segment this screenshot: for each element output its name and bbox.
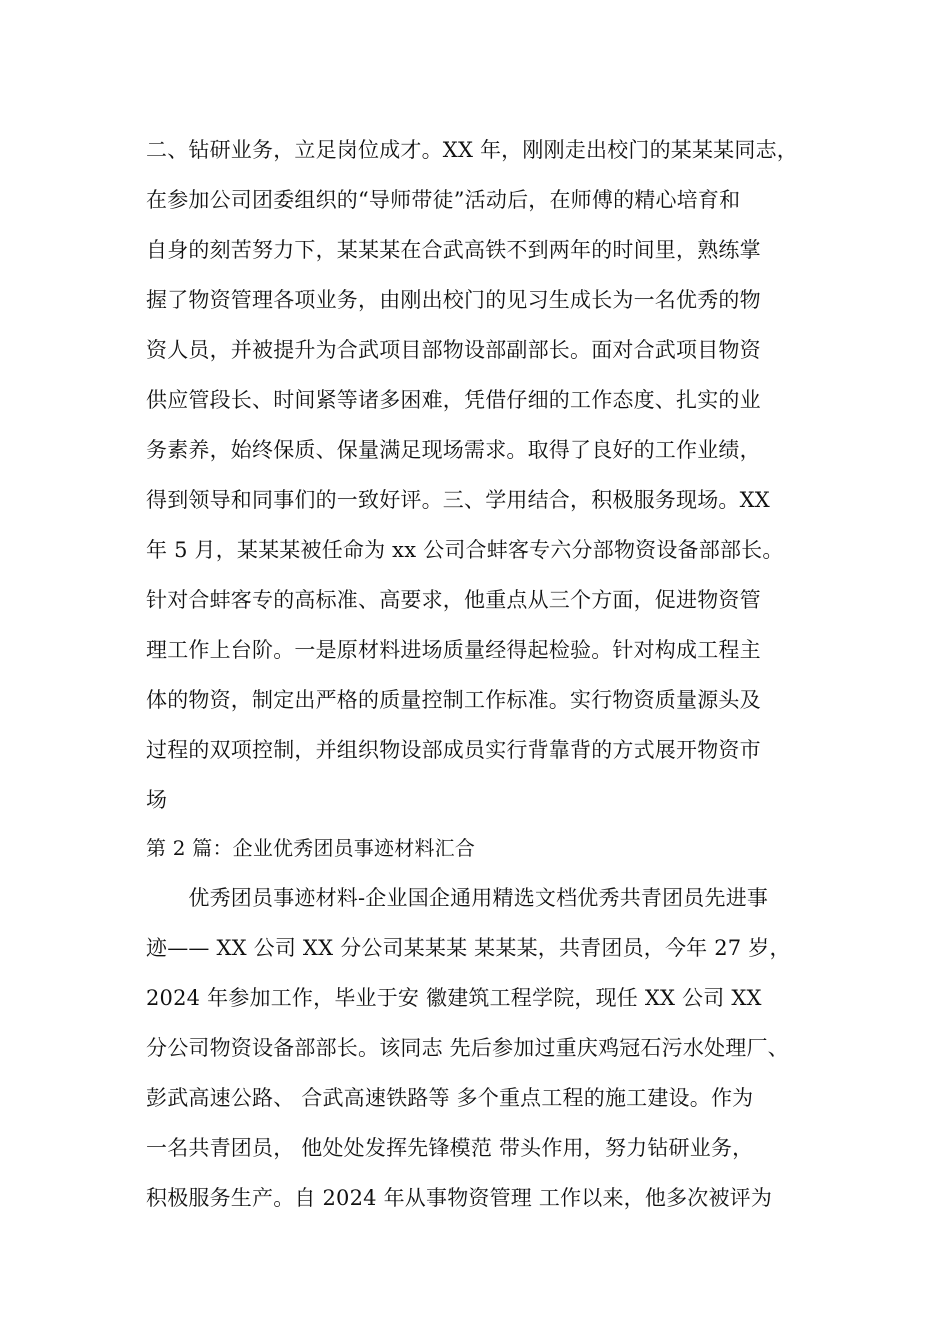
paragraph-line: 得到领导和同事们的一致好评。三、学用结合，积极服务现场。XX bbox=[146, 488, 770, 512]
paragraph-line: 在参加公司团委组织的“导师带徒”活动后，在师傅的精心培育和 bbox=[146, 188, 741, 212]
paragraph-line: 优秀团员事迹材料-企业国企通用精选文档优秀共青团员先进事 bbox=[146, 886, 769, 910]
section-heading: 第 2 篇：企业优秀团员事迹材料汇合 bbox=[146, 836, 476, 860]
paragraph-line: 过程的双项控制，并组织物设部成员实行背靠背的方式展开物资市 bbox=[146, 738, 761, 762]
paragraph-line: 理工作上台阶。一是原材料进场质量经得起检验。针对构成工程主 bbox=[146, 638, 761, 662]
paragraph-line: 供应管段长、时间紧等诸多困难，凭借仔细的工作态度、扎实的业 bbox=[146, 388, 761, 412]
paragraph-line: 彭武高速公路、 合武高速铁路等 多个重点工程的施工建设。作为 bbox=[146, 1086, 754, 1110]
paragraph-line: 2024 年参加工作，毕业于安 徽建筑工程学院，现任 XX 公司 XX bbox=[146, 986, 762, 1010]
paragraph-line: 务素养，始终保质、保量满足现场需求。取得了良好的工作业绩， bbox=[146, 438, 761, 462]
paragraph-line: 握了物资管理各项业务，由刚出校门的见习生成长为一名优秀的物 bbox=[146, 288, 761, 312]
paragraph-line: 积极服务生产。自 2024 年从事物资管理 工作以来，他多次被评为 bbox=[146, 1186, 773, 1210]
paragraph-line: 体的物资，制定出严格的质量控制工作标准。实行物资质量源头及 bbox=[146, 688, 761, 712]
paragraph-line: 自身的刻苦努力下，某某某在合武高铁不到两年的时间里，熟练掌 bbox=[146, 238, 761, 262]
paragraph-line: 针对合蚌客专的高标准、高要求，他重点从三个方面，促进物资管 bbox=[146, 588, 761, 612]
paragraph-line: 分公司物资设备部部长。该同志 先后参加过重庆鸡冠石污水处理厂、 bbox=[146, 1036, 789, 1060]
paragraph-line: 一名共青团员， 他处处发挥先锋模范 带头作用，努力钻研业务， bbox=[146, 1136, 754, 1160]
paragraph-line: 场 bbox=[146, 788, 168, 812]
paragraph-line: 二、钻研业务，立足岗位成才。XX 年，刚刚走出校门的某某某同志， bbox=[146, 138, 798, 162]
paragraph-line: 资人员，并被提升为合武项目部物设部副部长。面对合武项目物资 bbox=[146, 338, 761, 362]
paragraph-line: 迹—— XX 公司 XX 分公司某某某 某某某，共青团员，今年 27 岁， bbox=[146, 936, 791, 960]
paragraph-line: 年 5 月，某某某被任命为 xx 公司合蚌客专六分部物资设备部部长。 bbox=[146, 538, 784, 562]
